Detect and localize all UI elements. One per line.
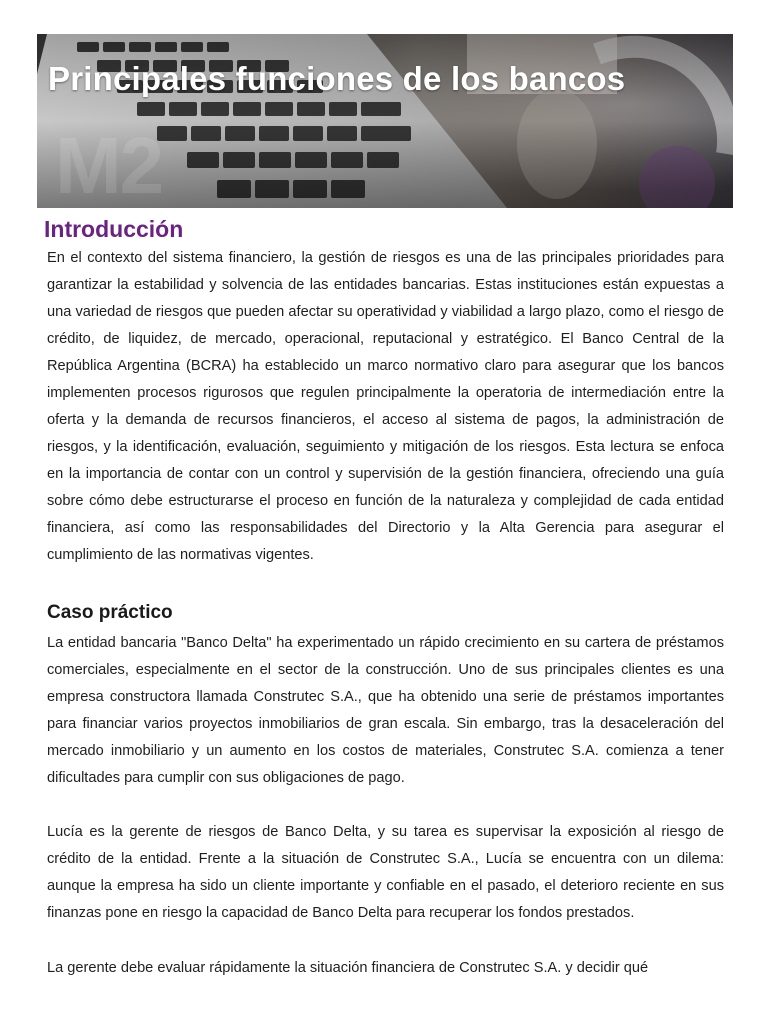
header-banner bbox=[37, 34, 733, 208]
intro-heading: Introducción bbox=[44, 216, 184, 242]
case-paragraph-2: Lucía es la gerente de riesgos de Banco Delta, y su tarea es supervisar la exposición al riesgo de crédito de la entidad. Frente a la situación de Construtec S.A., Lucía se encuentra con un dilema: aunque la empresa ha sido un cliente importante y confiable en el pasado, el deterioro reciente en sus finanzas pone en riesgo la capacidad de Banco Delta para recuperar los fondos prestados. bbox=[47, 824, 724, 921]
intro-paragraph: En el contexto del sistema financiero, la gestión de riesgos es una de las principales prioridades para garantizar la estabilidad y solvencia de las entidades bancarias. Estas instituciones están expuestas a una variedad de riesgos que pueden afectar su operatividad y viabilidad a largo plazo, como el riesgo de crédito, de liquidez, de mercado, operacional, reputacional y estratégico. El Banco Central de la República Argentina (BCRA) ha establecido un marco normativo claro para asegurar que los bancos implementen procesos rigurosos que regulen principalmente la operatoria de intermediación entre la oferta y la demanda de recursos financieros, el acceso al sistema de pagos, la administración de riesgos, y la identificación, evaluación, seguimiento y mitigación de los riesgos. Esta lectura se enfoca en la importancia de contar con un control y supervisión de la gestión financiera, ofreciendo una guía sobre cómo debe estructurarse el proceso en función de la naturaleza y complejidad de cada entidad financiera, así como las responsabilidades del Directorio y la Alta Gerencia para asegurar el cumplimiento de las normativas vigentes. bbox=[47, 250, 724, 563]
page-title: Principales funciones de los bancos bbox=[48, 60, 626, 97]
module-watermark: M2 bbox=[55, 121, 163, 208]
case-paragraph-1: La entidad bancaria "Banco Delta" ha experimentado un rápido crecimiento en su cartera de préstamos comerciales, especialmente en el sector de la construcción. Uno de sus principales clientes es una empresa constructora llamada Construtec S.A., que ha obtenido una serie de préstamos importantes para financiar varios proyectos inmobiliarios de gran escala. Sin embargo, tras la desaceleración del mercado inmobiliario y un aumento en los costos de materiales, Construtec S.A. comienza a tener dificultades para cumplir con sus obligaciones de pago. bbox=[47, 635, 724, 786]
case-paragraph-3: La gerente debe evaluar rápidamente la situación financiera de Construtec S.A. y decidir qué bbox=[47, 960, 649, 976]
case-heading: Caso práctico bbox=[47, 602, 173, 623]
